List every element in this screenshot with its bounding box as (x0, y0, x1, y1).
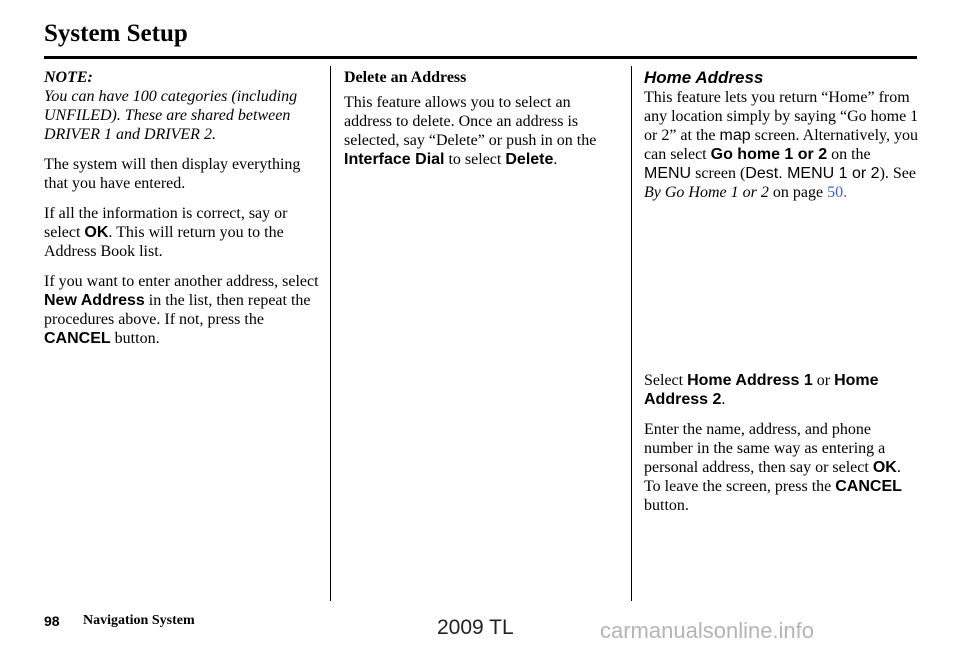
paragraph-new-address (44, 272, 322, 348)
page-number: 98 (44, 613, 60, 629)
paragraph-select-home (644, 371, 919, 409)
text-run: to select (444, 151, 506, 168)
dest-menu-label: Dest. MENU 1 or 2 (745, 165, 880, 182)
text-run: Select (644, 372, 688, 389)
text-run: or (812, 372, 835, 389)
text-run: . This will return you to the Address Book list. (44, 224, 284, 260)
ok-label: OK (872, 459, 897, 476)
text-run: on the (827, 146, 871, 163)
text-run: Enter the name, address, and phone number in the same way as entering a personal address, then say or select (644, 421, 886, 476)
note-text: You can have 100 categories (including UNFILED). These are shared between DRIVER 1 and DRIVER 2. (44, 88, 298, 143)
text-run: . To leave the screen, press the (644, 459, 901, 495)
cross-reference: By Go Home 1 or 2 (644, 184, 769, 201)
paragraph-display: The system will then display everything that you have entered. (44, 156, 301, 192)
model-watermark: 2009 TL (437, 616, 514, 639)
cancel-label: CANCEL (835, 478, 902, 495)
column-middle (344, 68, 620, 180)
home-address-2-label: Home Address 2 (644, 372, 879, 408)
text-run: button. (110, 330, 160, 347)
go-home-label: Go home 1 or 2 (710, 146, 828, 163)
menu-label: MENU (644, 165, 692, 182)
text-run: screen ( (691, 165, 746, 182)
map-label: map (719, 127, 751, 144)
paragraph-delete (344, 93, 620, 169)
text-run: screen. Alternatively, you can select (644, 127, 919, 163)
note-label: NOTE: (44, 69, 93, 86)
text-run: on page (768, 184, 828, 201)
text-run: . (553, 151, 558, 168)
text-run: This feature lets you return “Home” from any location simply by saying “Go home 1 or 2” at the (644, 89, 919, 144)
column-divider-left (330, 66, 331, 601)
delete-label: Delete (505, 151, 554, 168)
cancel-label: CANCEL (44, 330, 111, 347)
site-watermark: carmanualsonline.info (600, 618, 815, 643)
text-run: If all the information is correct, say or select (44, 205, 288, 241)
new-address-label: New Address (44, 292, 145, 309)
text-run: button. (644, 497, 689, 514)
text-run: in the list, then repeat the procedures above. If not, press the (44, 292, 311, 328)
paragraph-confirm (44, 204, 322, 261)
home-address-1-label: Home Address 1 (687, 372, 813, 389)
ok-label: OK (84, 224, 109, 241)
image-gap (644, 213, 919, 371)
title-divider (44, 56, 917, 59)
interface-dial-label: Interface Dial (344, 151, 445, 168)
paragraph-enter-info (644, 420, 919, 515)
section-heading-home: Home Address (644, 68, 764, 87)
column-divider-right (631, 66, 632, 601)
text-run: . (721, 391, 726, 408)
page-title: System Setup (44, 20, 188, 47)
text-run: ). See (879, 165, 916, 182)
paragraph-home-intro (644, 88, 919, 202)
column-left (44, 68, 322, 359)
section-heading-delete: Delete an Address (344, 69, 467, 86)
page-link[interactable]: 50. (827, 184, 848, 201)
column-right (644, 68, 919, 526)
footer-section: Navigation System (83, 613, 195, 628)
text-run: This feature allows you to select an address to delete. Once an address is selected, say “Delete” or push in on the (344, 94, 597, 149)
text-run: If you want to enter another address, select (44, 273, 319, 290)
